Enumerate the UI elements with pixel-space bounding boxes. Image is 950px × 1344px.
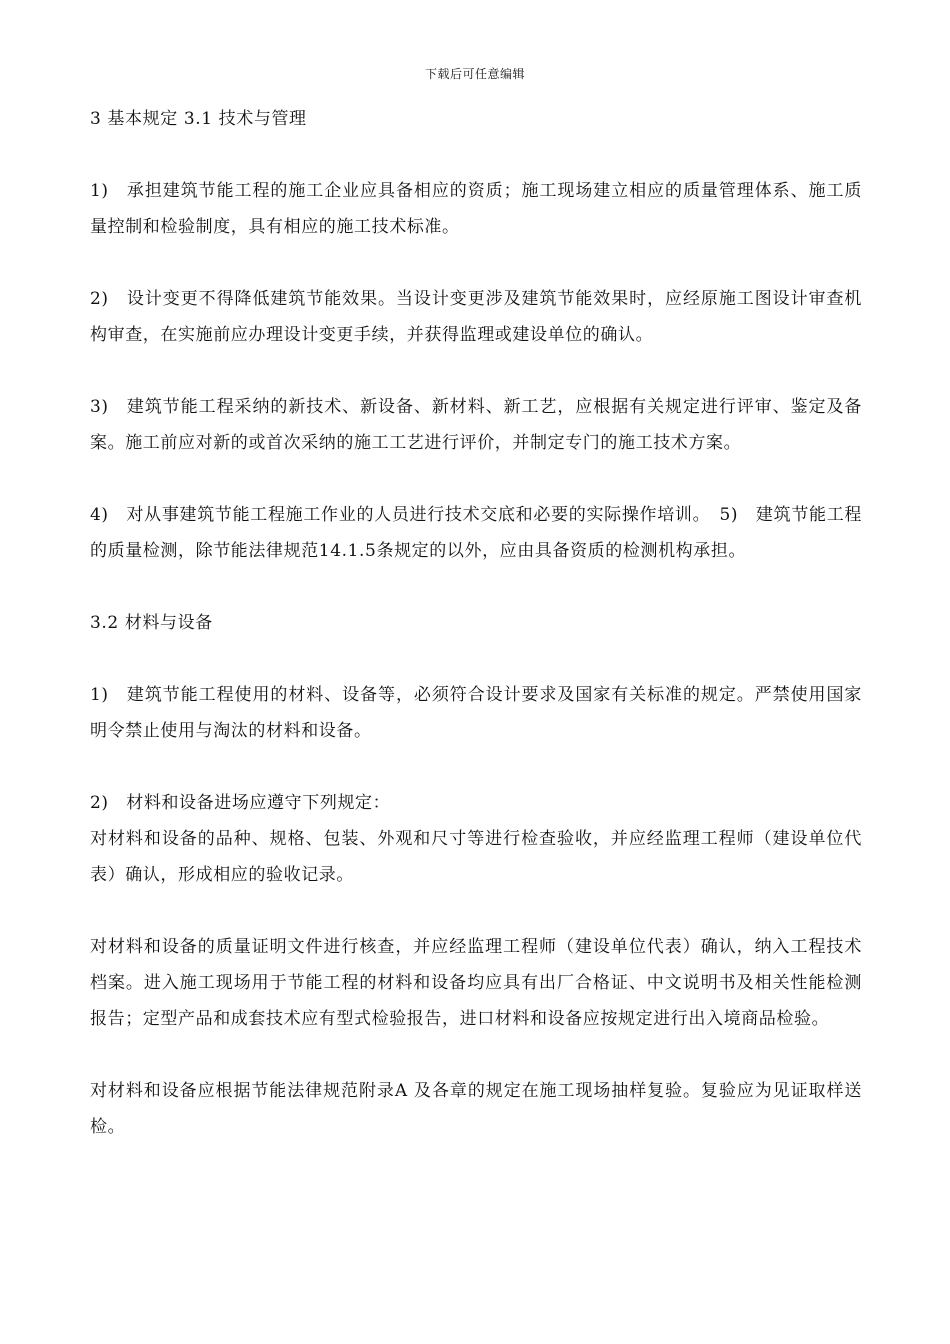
header-note: 下载后可任意编辑 bbox=[424, 67, 525, 81]
paragraph-gap bbox=[90, 137, 862, 173]
paragraph-3-2-item-1: 1) 建筑节能工程使用的材料、设备等，必须符合设计要求及国家有关标准的规定。严禁使用国家明令禁止使用与淘汰的材料和设备。 bbox=[90, 685, 862, 741]
paragraph-3-2-item-2: 2) 材料和设备进场应遵守下列规定： bbox=[90, 793, 391, 813]
paragraph-3-2-item-2-sub-3: 对材料和设备应根据节能法律规范附录A 及各章的规定在施工现场抽样复验。复验应为见证取样送检。 bbox=[90, 1081, 862, 1137]
paragraph-gap bbox=[90, 245, 862, 281]
paragraph-gap bbox=[90, 461, 862, 497]
paragraph-3-1-item-1: 1) 承担建筑节能工程的施工企业应具备相应的资质；施工现场建立相应的质量管理体系、施工质量控制和检验制度，具有相应的施工技术标准。 bbox=[90, 181, 862, 237]
paragraph-3-1-item-3: 3) 建筑节能工程采纳的新技术、新设备、新材料、新工艺，应根据有关规定进行评审、鉴定及备案。施工前应对新的或首次采纳的施工工艺进行评价，并制定专门的施工技术方案。 bbox=[90, 397, 862, 453]
paragraph-gap bbox=[90, 353, 862, 389]
section-heading-3: 3 基本规定 3.1 技术与管理 bbox=[90, 109, 307, 129]
paragraph-gap bbox=[90, 569, 862, 605]
paragraph-gap bbox=[90, 1037, 862, 1073]
paragraph-3-1-item-2: 2) 设计变更不得降低建筑节能效果。当设计变更涉及建筑节能效果时，应经原施工图设计审查机构审查，在实施前应办理设计变更手续，并获得监理或建设单位的确认。 bbox=[90, 289, 862, 345]
document-body bbox=[90, 101, 862, 1145]
paragraph-3-2-item-2-sub-1: 对材料和设备的品种、规格、包装、外观和尺寸等进行检查验收，并应经监理工程师（建设单位代表）确认，形成相应的验收记录。 bbox=[90, 829, 862, 885]
paragraph-gap bbox=[90, 749, 862, 785]
section-heading-3-2: 3.2 材料与设备 bbox=[90, 613, 213, 633]
paragraph-gap bbox=[90, 893, 862, 929]
paragraph-3-2-item-2-sub-2: 对材料和设备的质量证明文件进行核查，并应经监理工程师（建设单位代表）确认，纳入工程技术档案。进入施工现场用于节能工程的材料和设备均应具有出厂合格证、中文说明书及相关性能检测报告；定型产品和成套技术应有型式检验报告，进口材料和设备应按规定进行出入境商品检验。 bbox=[90, 937, 862, 1029]
paragraph-gap bbox=[90, 641, 862, 677]
paragraph-3-1-item-4-5: 4) 对从事建筑节能工程施工作业的人员进行技术交底和必要的实际操作培训。 5) 建筑节能工程的质量检测，除节能法律规范14.1.5条规定的以外，应由具备资质的检测机构承担。 bbox=[90, 505, 862, 561]
